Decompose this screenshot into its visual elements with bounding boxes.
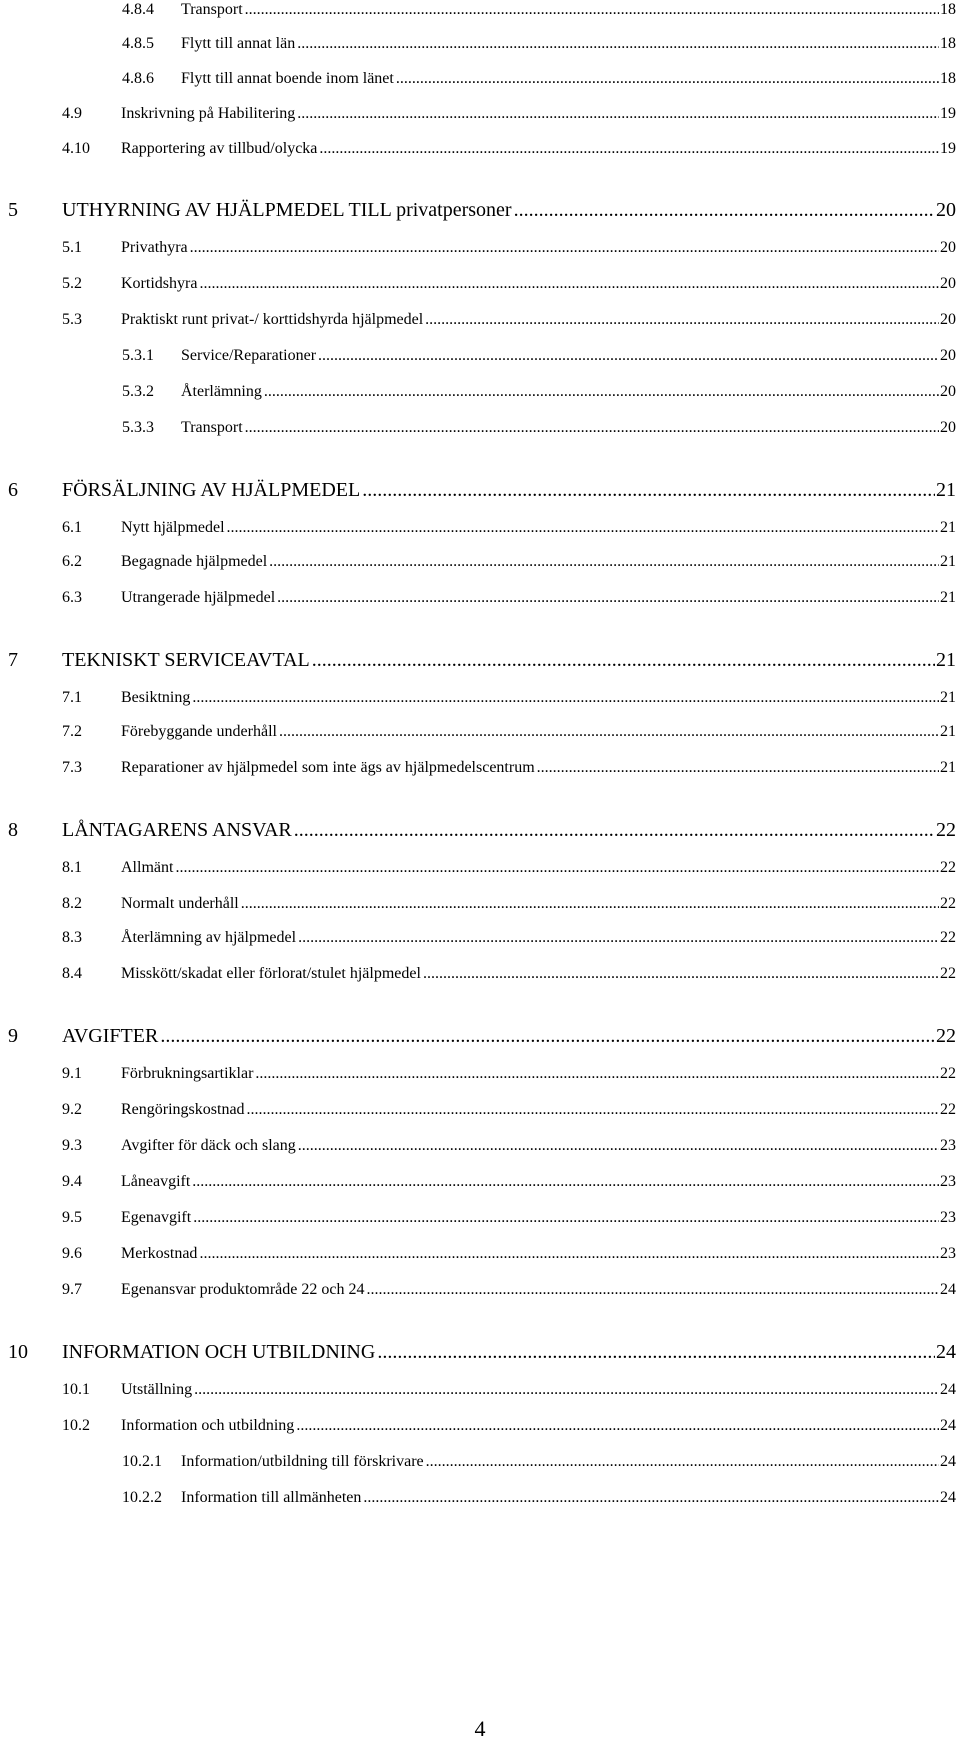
- toc-dot-leader: [294, 820, 935, 840]
- toc-entry-number: 8.4: [62, 965, 82, 982]
- toc-entry-title: Låneavgift: [121, 1173, 191, 1190]
- toc-entry[interactable]: [62, 754, 956, 776]
- toc-entry-title: Återlämning av hjälpmedel: [121, 929, 297, 946]
- toc-entry-number: 5.3: [62, 311, 82, 328]
- toc-entry-page: 20: [940, 239, 956, 256]
- toc-entry-page: 23: [940, 1209, 956, 1226]
- toc-entry-number: 8: [8, 819, 18, 841]
- toc-entry[interactable]: [8, 644, 956, 670]
- toc-dot-leader: [160, 1026, 935, 1046]
- toc-entry-number: 9.3: [62, 1137, 82, 1154]
- toc-entry-page: 20: [940, 275, 956, 292]
- toc-entry-page: 19: [940, 140, 956, 157]
- toc-entry[interactable]: [62, 1204, 956, 1226]
- toc-entry[interactable]: [62, 270, 956, 292]
- toc-entry-title: Inskrivning på Habilitering: [121, 105, 296, 122]
- toc-dot-leader: [537, 760, 939, 776]
- toc-entry-title: Allmänt: [121, 859, 174, 876]
- toc-entry-title: Misskött/skadat eller förlorat/stulet hjälpmedel: [121, 965, 421, 982]
- page-number: 4: [474, 1716, 486, 1741]
- toc-entry-title: TEKNISKT SERVICEAVTAL: [62, 649, 310, 671]
- toc-entry-page: 24: [940, 1453, 956, 1470]
- toc-entry[interactable]: [62, 548, 956, 570]
- toc-entry-title: INFORMATION OCH UTBILDNING: [62, 1341, 376, 1363]
- toc-entry-title: Praktiskt runt privat-/ korttidshyrda hjälpmedel: [121, 311, 424, 328]
- toc-entry-number: 7.2: [62, 723, 82, 740]
- toc-entry-page: 22: [940, 859, 956, 876]
- toc-entry-title: Privathyra: [121, 239, 188, 256]
- toc-entry-number: 10.1: [62, 1381, 90, 1398]
- toc-entry[interactable]: [62, 718, 956, 740]
- toc-entry-page: 18: [940, 70, 956, 87]
- toc-entry-number: 4.8.4: [122, 1, 154, 18]
- toc-dot-leader: [193, 1210, 939, 1226]
- toc-entry-title: UTHYRNING AV HJÄLPMEDEL TILL privatpersoner: [62, 199, 512, 221]
- toc-entry[interactable]: [62, 684, 956, 706]
- toc-entry-page: 21: [940, 589, 956, 606]
- toc-entry[interactable]: [62, 924, 956, 946]
- toc-entry[interactable]: [62, 1096, 956, 1118]
- toc-entry[interactable]: [8, 474, 956, 500]
- toc-dot-leader: [279, 724, 939, 740]
- toc-entry-title: Förbrukningsartiklar: [121, 1065, 254, 1082]
- toc-entry-number: 8.2: [62, 895, 82, 912]
- toc-entry[interactable]: [122, 0, 956, 18]
- toc-dot-leader: [377, 1342, 935, 1362]
- toc-entry-number: 7: [8, 649, 18, 671]
- toc-entry-page: 18: [940, 35, 956, 52]
- toc-entry-number: 7.1: [62, 689, 82, 706]
- toc-dot-leader: [199, 276, 939, 292]
- toc-entry-number: 4.10: [62, 140, 90, 157]
- toc-dot-leader: [514, 200, 935, 220]
- toc-entry[interactable]: [62, 514, 956, 536]
- toc-entry-number: 9.5: [62, 1209, 82, 1226]
- toc-entry-title: AVGIFTER: [62, 1025, 159, 1047]
- toc-dot-leader: [363, 1490, 939, 1506]
- toc-entry[interactable]: [122, 65, 956, 87]
- toc-entry[interactable]: [122, 1448, 956, 1470]
- toc-entry-page: 22: [940, 1101, 956, 1118]
- toc-entry-number: 6.1: [62, 519, 82, 536]
- toc-entry-number: 8.3: [62, 929, 82, 946]
- toc-entry-page: 21: [936, 479, 956, 501]
- toc-entry-page: 23: [940, 1173, 956, 1190]
- toc-entry-number: 4.9: [62, 105, 82, 122]
- toc-dot-leader: [319, 141, 939, 157]
- toc-entry-page: 23: [940, 1245, 956, 1262]
- toc-entry-title: Merkostnad: [121, 1245, 198, 1262]
- toc-entry-page: 22: [940, 965, 956, 982]
- toc-entry-page: 23: [940, 1137, 956, 1154]
- toc-entry-number: 5: [8, 199, 18, 221]
- toc-entry-number: 5.3.1: [122, 347, 154, 364]
- toc-entry-number: 7.3: [62, 759, 82, 776]
- toc-entry-number: 9.6: [62, 1245, 82, 1262]
- toc-entry-page: 18: [940, 1, 956, 18]
- toc-entry-number: 4.8.6: [122, 70, 154, 87]
- toc-entry[interactable]: [62, 960, 956, 982]
- toc-entry-number: 5.3.3: [122, 419, 154, 436]
- toc-entry-title: Nytt hjälpmedel: [121, 519, 225, 536]
- toc-entry-number: 4.8.5: [122, 35, 154, 52]
- toc-entry[interactable]: [122, 414, 956, 436]
- toc-entry-page: 24: [936, 1341, 956, 1363]
- toc-dot-leader: [175, 860, 939, 876]
- toc-entry-title: Service/Reparationer: [181, 347, 317, 364]
- toc-entry-number: 9.4: [62, 1173, 82, 1190]
- toc-entry-page: 24: [940, 1381, 956, 1398]
- toc-dot-leader: [298, 1138, 939, 1154]
- toc-entry-title: Kortidshyra: [121, 275, 198, 292]
- toc-entry-number: 6.2: [62, 553, 82, 570]
- toc-entry-title: Information/utbildning till förskrivare: [181, 1453, 424, 1470]
- toc-entry[interactable]: [122, 342, 956, 364]
- toc-entry-page: 21: [940, 519, 956, 536]
- toc-entry-page: 20: [940, 347, 956, 364]
- toc-entry-number: 10.2.2: [122, 1489, 162, 1506]
- toc-entry-title: FÖRSÄLJNING AV HJÄLPMEDEL: [62, 479, 361, 501]
- toc-dot-leader: [297, 36, 939, 52]
- toc-entry-page: 21: [940, 553, 956, 570]
- toc-entry-page: 20: [936, 199, 956, 221]
- toc-entry[interactable]: [122, 1484, 956, 1506]
- toc-entry[interactable]: [62, 1240, 956, 1262]
- toc-entry-title: Egenansvar produktområde 22 och 24: [121, 1281, 365, 1298]
- toc-entry-title: Flytt till annat boende inom länet: [181, 70, 394, 87]
- toc-entry-title: Egenavgift: [121, 1209, 192, 1226]
- toc-dot-leader: [297, 106, 939, 122]
- toc-entry[interactable]: [8, 194, 956, 220]
- toc-dot-leader: [245, 420, 939, 436]
- toc-entry[interactable]: [62, 854, 956, 876]
- toc-entry-number: 5.2: [62, 275, 82, 292]
- toc-entry[interactable]: [62, 1376, 956, 1398]
- toc-entry[interactable]: [62, 100, 956, 122]
- toc-entry-title: Transport: [181, 1, 243, 18]
- toc-entry-title: Besiktning: [121, 689, 191, 706]
- toc-dot-leader: [362, 480, 935, 500]
- toc-dot-leader: [396, 71, 939, 87]
- toc-entry-page: 24: [940, 1281, 956, 1298]
- toc-entry[interactable]: [8, 1020, 956, 1046]
- toc-entry-page: 22: [940, 1065, 956, 1082]
- toc-dot-leader: [296, 1418, 939, 1434]
- toc-entry-number: 6: [8, 479, 18, 501]
- toc-entry-page: 21: [940, 759, 956, 776]
- toc-entry-number: 9.2: [62, 1101, 82, 1118]
- toc-dot-leader: [245, 2, 939, 18]
- toc-entry-page: 21: [936, 649, 956, 671]
- toc-dot-leader: [247, 1102, 939, 1118]
- toc-dot-leader: [192, 1174, 939, 1190]
- toc-dot-leader: [318, 348, 939, 364]
- toc-entry-page: 24: [940, 1489, 956, 1506]
- toc-entry-title: Rapportering av tillbud/olycka: [121, 140, 318, 157]
- toc-entry-title: Information och utbildning: [121, 1417, 295, 1434]
- toc-entry-title: Förebyggande underhåll: [121, 723, 277, 740]
- toc-entry-number: 9.1: [62, 1065, 82, 1082]
- toc-entry[interactable]: [62, 1060, 956, 1082]
- toc-entry[interactable]: [62, 1276, 956, 1298]
- toc-entry-number: 5.3.2: [122, 383, 154, 400]
- toc-entry[interactable]: [62, 1168, 956, 1190]
- toc-entry[interactable]: [62, 234, 956, 256]
- toc-entry-page: 24: [940, 1417, 956, 1434]
- toc-entry[interactable]: [62, 890, 956, 912]
- toc-entry-number: 9.7: [62, 1281, 82, 1298]
- toc-entry-title: Begagnade hjälpmedel: [121, 553, 268, 570]
- toc-entry-number: 5.1: [62, 239, 82, 256]
- toc-dot-leader: [227, 520, 939, 536]
- toc-entry-page: 20: [940, 419, 956, 436]
- toc-dot-leader: [255, 1066, 939, 1082]
- toc-entry-number: 10: [8, 1341, 28, 1363]
- toc-entry[interactable]: [62, 135, 956, 157]
- toc-entry-page: 20: [940, 311, 956, 328]
- toc-entry-title: Avgifter för däck och slang: [121, 1137, 296, 1154]
- toc-entry[interactable]: [62, 1132, 956, 1154]
- toc-dot-leader: [298, 930, 939, 946]
- toc-entry-title: Transport: [181, 419, 243, 436]
- toc-dot-leader: [194, 1382, 939, 1398]
- toc-entry-number: 10.2.1: [122, 1453, 162, 1470]
- toc-dot-leader: [241, 896, 939, 912]
- toc-dot-leader: [277, 590, 939, 606]
- toc-entry-title: Reparationer av hjälpmedel som inte ägs av hjälpmedelscentrum: [121, 759, 535, 776]
- toc-entry-number: 10.2: [62, 1417, 90, 1434]
- toc-entry[interactable]: [8, 814, 956, 840]
- toc-entry-title: Information till allmänheten: [181, 1489, 362, 1506]
- toc-dot-leader: [366, 1282, 939, 1298]
- toc-entry[interactable]: [62, 306, 956, 328]
- toc-entry[interactable]: [8, 1336, 956, 1362]
- toc-entry[interactable]: [62, 584, 956, 606]
- toc-dot-leader: [199, 1246, 939, 1262]
- toc-entry-title: Normalt underhåll: [121, 895, 239, 912]
- toc-entry-page: 22: [940, 929, 956, 946]
- toc-entry-title: LÅNTAGARENS ANSVAR: [62, 819, 292, 841]
- toc-dot-leader: [264, 384, 939, 400]
- toc-entry-number: 9: [8, 1025, 18, 1047]
- toc-entry-title: Utställning: [121, 1381, 193, 1398]
- toc-dot-leader: [423, 966, 939, 982]
- toc-dot-leader: [192, 690, 939, 706]
- toc-entry[interactable]: [122, 30, 956, 52]
- toc-entry-title: Återlämning: [181, 383, 262, 400]
- toc-dot-leader: [312, 650, 935, 670]
- toc-dot-leader: [426, 1454, 939, 1470]
- toc-entry-page: 22: [936, 1025, 956, 1047]
- toc-entry-title: Flytt till annat län: [181, 35, 296, 52]
- toc-dot-leader: [425, 312, 939, 328]
- toc-entry-page: 19: [940, 105, 956, 122]
- toc-entry-number: 6.3: [62, 589, 82, 606]
- toc-entry-page: 21: [940, 689, 956, 706]
- toc-entry[interactable]: [122, 378, 956, 400]
- toc-entry-title: Utrangerade hjälpmedel: [121, 589, 276, 606]
- toc-entry-page: 22: [940, 895, 956, 912]
- toc-entry-title: Rengöringskostnad: [121, 1101, 245, 1118]
- toc-entry-number: 8.1: [62, 859, 82, 876]
- toc-dot-leader: [190, 240, 939, 256]
- toc-entry-page: 20: [940, 383, 956, 400]
- toc-entry[interactable]: [62, 1412, 956, 1434]
- toc-entry-page: 22: [936, 819, 956, 841]
- toc-entry-page: 21: [940, 723, 956, 740]
- toc-dot-leader: [269, 554, 939, 570]
